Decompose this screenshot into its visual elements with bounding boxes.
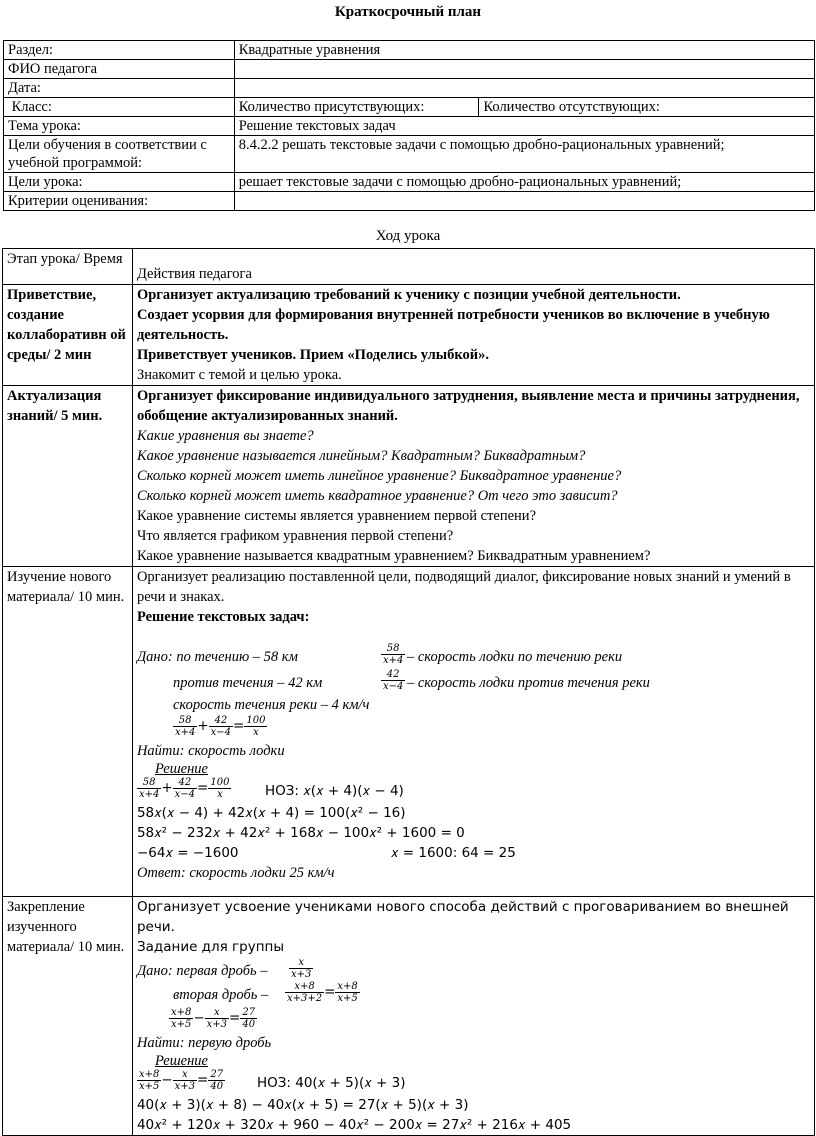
equation-line-5: 40𝑥² + 120𝑥 + 320𝑥 + 960 − 40𝑥² − 200𝑥 = 27𝑥² + 216𝑥 + 405: [136, 1117, 572, 1133]
find-boat-speed: Найти: скорость лодки: [136, 743, 285, 759]
denominator: 𝑥+3: [206, 1019, 228, 1030]
stage-4-name: Закрепление изученного материала/ 10 мин.: [3, 897, 133, 1136]
goals-program-label: Цели обучения в соответствии с учебной программой:: [4, 136, 235, 173]
numerator: 42: [173, 777, 197, 789]
numerator: 𝑥+8: [138, 1069, 160, 1080]
denominator: 40: [210, 1081, 224, 1092]
desc-upstream-speed: – скорость лодки против течения реки: [406, 675, 650, 691]
stage-2-actions: [132, 386, 814, 567]
stage-2-question-5: Какое уравнение системы является уравнением первой степени?: [136, 508, 537, 524]
solution-label: Решение: [154, 761, 208, 777]
equation-line-1: 58𝑥(𝑥 − 4) + 42𝑥(𝑥 + 4) = 100(𝑥² − 16): [136, 805, 406, 821]
numerator: 42: [209, 715, 233, 727]
fraction-42-over-x-minus-4: [381, 669, 405, 692]
denominator: 𝑥+5: [337, 993, 358, 1004]
stage-4-actions: [132, 897, 814, 1136]
lesson-stages-table: [2, 248, 815, 1136]
header-stage: Этап урока/ Время: [3, 249, 133, 285]
denominator: 𝑥+3: [290, 969, 312, 980]
denominator: 𝑥+4: [382, 655, 404, 666]
plan-header-table: [3, 40, 815, 211]
stage-2-question-3: Сколько корней может иметь линейное уравнение? Биквадратное уравнение?: [136, 468, 622, 484]
stage-2-question-2: Какое уравнение называется линейным? Квадратным? Биквадратным?: [136, 448, 586, 464]
lesson-goals-label: Цели урока:: [4, 173, 235, 192]
given-first-fraction: Дано: первая дробь –: [136, 963, 268, 979]
stage-2-question-6: Что является графиком уравнения первой степени?: [136, 528, 454, 544]
answer: Ответ: скорость лодки 25 км/ч: [136, 865, 335, 881]
equation-line-3b: 𝑥 = 1600: 64 = 25: [390, 845, 516, 861]
teacher-value: [234, 60, 814, 79]
denominator: 𝑥−4: [382, 681, 404, 692]
class-label: Класс:: [4, 98, 235, 117]
numerator: 𝑥+8: [337, 981, 358, 992]
stage-1-line-4: Знакомит с темой и целью урока.: [136, 367, 342, 383]
criteria-label: Критерии оценивания:: [4, 192, 235, 211]
equation-fractions-4: $\frac{\text{𝑥+8}}{\text{𝑥+5}}$ − $\frac{\text{𝑥}}{\text{𝑥+3}}$ = $\frac{27}{40}$ НОЗ: 40(𝑥 + 5)(𝑥 + 3): [138, 1069, 406, 1092]
stage-4-line-1: Организует усвоение учениками нового способа действий с проговариванием во внешней речи.: [136, 899, 789, 935]
numerator: 27: [210, 1069, 224, 1080]
numerator: 100: [246, 715, 266, 726]
stage-2-question-7: Какое уравнение называется квадратным уравнением? Биквадратным уравнением?: [136, 548, 651, 564]
stage-1-line-2: Создает усорвия для формирования внутренней потребности учеников во включение в учебную деятельность.: [136, 307, 770, 343]
stage-3-line-1: Организует реализацию поставленной цели, подводящий диалог, фиксирование новых знаний и умений в речи и знаках.: [136, 569, 791, 605]
fraction-x-over-x-plus-3: [289, 957, 313, 980]
desc-downstream-speed: – скорость лодки по течению реки: [406, 649, 623, 665]
given-second-fraction: вторая дробь –: [172, 987, 269, 1003]
numerator: 27: [242, 1007, 256, 1018]
denominator: 𝑥+3+2: [286, 993, 323, 1004]
present-label: Количество присутствующих:: [234, 98, 479, 117]
numerator: 𝑥+8: [170, 1007, 192, 1018]
solution-label-2: Решение: [154, 1053, 208, 1069]
numerator: 100: [210, 777, 230, 788]
denominator: 𝑥+3: [174, 1081, 196, 1092]
equation-fractions-1: $\frac{58}{\text{𝑥+4}}$ + $\frac{42}{\text{𝑥−4}}$ = $\frac{100}{\text{𝑥}}$: [174, 715, 266, 738]
denominator: 𝑥+5: [138, 1081, 160, 1092]
section-value: Квадратные уравнения: [234, 41, 814, 60]
equation-line-3a: −64𝑥 = −1600: [136, 845, 239, 861]
criteria-value: [234, 192, 814, 211]
common-denominator: НОЗ: 𝑥(𝑥 + 4)(𝑥 − 4): [264, 783, 404, 799]
stage-2-line-1: Организует фиксирование индивидуального затруднения, выявление места и причины затруднения, обобщение актуализированных знаний.: [136, 388, 800, 424]
denominator: 𝑥−4: [174, 789, 196, 800]
numerator: 42: [381, 669, 405, 681]
absent-label: Количество отсутствующих:: [479, 98, 815, 117]
header-actions-text: Действия педагога: [136, 266, 252, 282]
denominator: 𝑥: [217, 789, 223, 800]
equation-line-4: 40(𝑥 + 3)(𝑥 + 8) − 40𝑥(𝑥 + 5) = 27(𝑥 + 5)(𝑥 + 3): [136, 1097, 469, 1113]
fraction-58-over-x-plus-4: [381, 643, 405, 666]
stage-4-line-2: Задание для группы: [136, 939, 285, 955]
section-label: Раздел:: [4, 41, 235, 60]
numerator: 𝑥: [173, 1069, 197, 1081]
lesson-goals-value: решает текстовые задачи с помощью дробно-рациональных уравнений;: [234, 173, 814, 192]
numerator: 𝑥: [205, 1007, 229, 1019]
course-title: Ход урока: [375, 228, 441, 244]
denominator: 𝑥+4: [174, 727, 196, 738]
numerator: 𝑥+8: [285, 981, 324, 993]
stage-2-name: Актуализация знаний/ 5 мин.: [3, 386, 133, 567]
find-first-fraction: Найти: первую дробь: [136, 1035, 272, 1051]
numerator: 58: [137, 777, 161, 789]
date-label: Дата:: [4, 79, 235, 98]
denominator: 𝑥+5: [170, 1019, 192, 1030]
denominator: 𝑥−4: [210, 727, 232, 738]
numerator: 58: [381, 643, 405, 655]
stage-1-line-1: Организует актуализацию требований к ученику с позиции учебной деятельности.: [136, 287, 681, 303]
common-denominator-2: НОЗ: 40(𝑥 + 5)(𝑥 + 3): [256, 1075, 406, 1091]
denominator: 40: [242, 1019, 256, 1030]
equation-fractions-2: $\frac{58}{\text{𝑥+4}}$ + $\frac{42}{\text{𝑥−4}}$ = $\frac{100}{\text{𝑥}}$ НОЗ: 𝑥(𝑥 + 4)(𝑥 − 4): [138, 777, 404, 800]
date-value: [234, 79, 814, 98]
given-downstream: Дано: по течению – 58 км: [136, 649, 298, 665]
topic-value: Решение текстовых задач: [234, 117, 814, 136]
header-actions: [132, 249, 814, 285]
given-current-speed: скорость течения реки – 4 км/ч: [172, 697, 370, 713]
stage-3-line-2: Решение текстовых задач:: [136, 609, 310, 625]
stage-3-actions: [132, 567, 814, 897]
stage-3-name: Изучение нового материала/ 10 мин.: [3, 567, 133, 897]
page-title: Краткосрочный план: [334, 4, 482, 20]
stage-2-question-4: Сколько корней может иметь квадратное уравнение? От чего это зависит?: [136, 488, 618, 504]
stage-1-name: Приветствие, создание коллаборативн ой среды/ 2 мин: [3, 285, 133, 386]
numerator: 𝑥: [289, 957, 313, 969]
goals-program-value: 8.4.2.2 решать текстовые задачи с помощью дробно-рациональных уравнений;: [234, 136, 814, 173]
equation-fractions-3: $\frac{\text{𝑥+8}}{\text{𝑥+5}}$ − $\frac{\text{𝑥}}{\text{𝑥+3}}$ = $\frac{27}{40}$: [170, 1007, 256, 1030]
stage-1-line-3: Приветствует учеников. Прием «Поделись улыбкой».: [136, 347, 490, 363]
equation-line-2: 58𝑥² − 232𝑥 + 42𝑥² + 168𝑥 − 100𝑥² + 1600 = 0: [136, 825, 465, 841]
denominator: 𝑥+4: [138, 789, 160, 800]
stage-1-actions: [132, 285, 814, 386]
denominator: 𝑥: [253, 727, 259, 738]
teacher-label: ФИО педагога: [4, 60, 235, 79]
given-upstream: против течения – 42 км: [172, 675, 323, 691]
numerator: 58: [173, 715, 197, 727]
topic-label: Тема урока:: [4, 117, 235, 136]
fraction-second: $\frac{\text{𝑥+8}}{\text{𝑥+3+2}}$ = $\frac{\text{𝑥+8}}{\text{𝑥+5}}$: [286, 981, 358, 1004]
stage-2-question-1: Какие уравнения вы знаете?: [136, 428, 314, 444]
